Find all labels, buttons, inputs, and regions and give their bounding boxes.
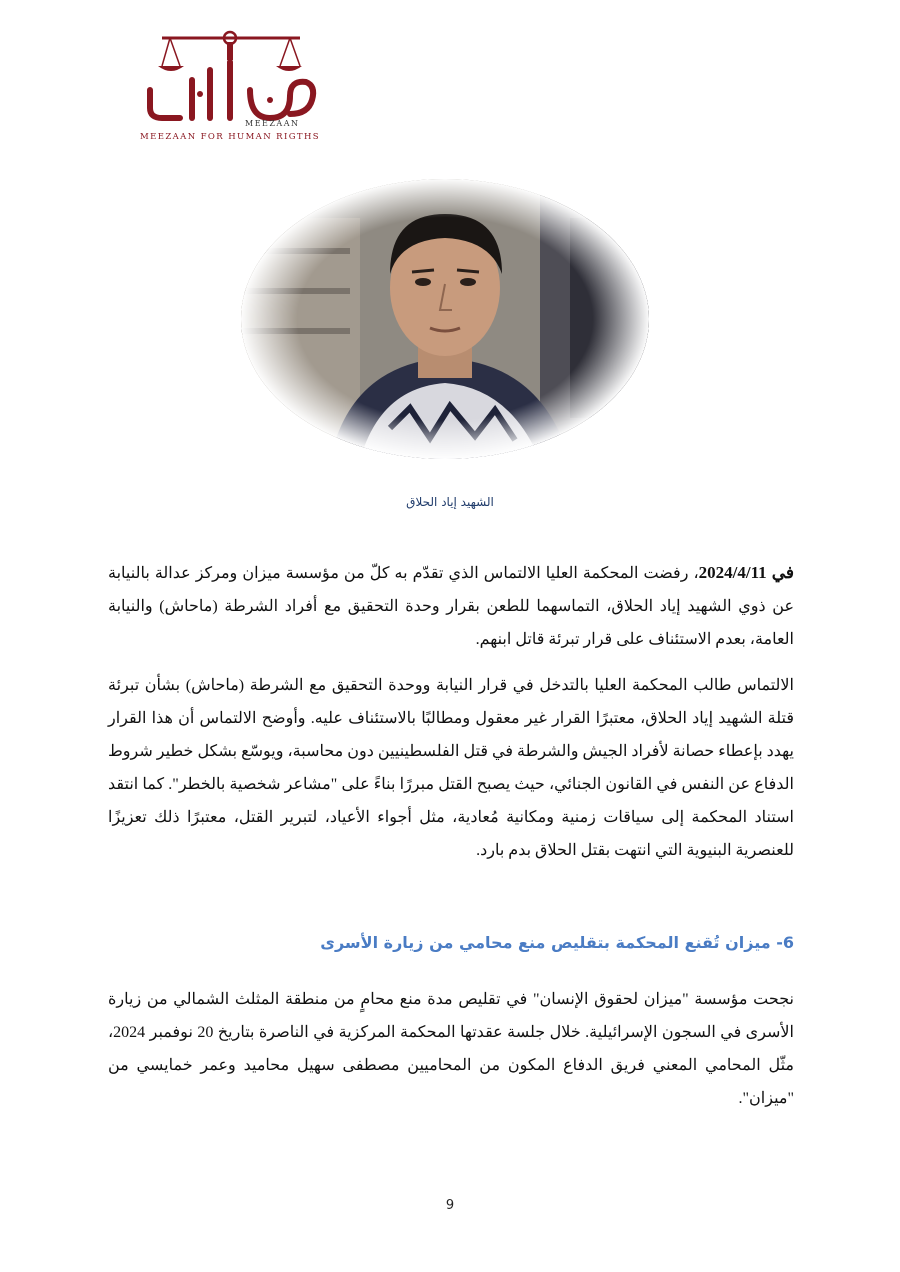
ruling-date: 2024/4/11	[698, 563, 767, 582]
logo-brand-text: MEEZAAN	[245, 119, 300, 128]
logo-subtitle: MEEZAAN FOR HUMAN RIGTHS	[140, 132, 321, 142]
page-number: 9	[445, 1198, 455, 1213]
paragraph-petition: الالتماس طالب المحكمة العليا بالتدخل في قرار النيابة ووحدة التحقيق مع الشرطة (ماحاش) بشأن تبرئة قتلة الشهيد إياد الحلاق، معتبرًا القرار غير معقول ومطالبًا بالاستئناف عليه. وأوضح الالتماس أن هذا القرار يهدد بإعطاء حصانة لأفراد الجيش والشرطة في قتل الفلسطينيين دون محاسبة، ويوسّع بشكل خطير شروط الدفاع عن النفس في القانون الجنائي، حيث يصبح القتل مبررًا بناءً على "مشاعر شخصية بالخطر". كما انتقد استناد المحكمة إلى سياقات زمنية ومكانية مُعادية، مثل أجواء الأعياد، لتبرير القتل، معتبرًا ذلك تعزيزًا للعنصرية البنيوية التي انتهت بقتل الحلاق بدم بارد.	[108, 677, 794, 859]
photo-caption: الشهيد إياد الحلاق	[406, 495, 494, 509]
meezaan-logo	[140, 30, 320, 148]
scales-of-justice-icon	[140, 30, 320, 130]
paragraph-lead-word: في	[771, 563, 795, 582]
paragraph-lawyer-visit: نجحت مؤسسة "ميزان لحقوق الإنسان" في تقليص مدة منع محامٍ من منطقة المثلث الشمالي من زيارة الأسرى في السجون الإسرائيلية. خلال جلسة عقدتها المحكمة المركزية في الناصرة بتاريخ 20 نوفمبر 2024، مثّل المحامي المعني فريق الدفاع المكون من المحاميين مصطفى سهيل محاميد وعمر خمايسي من "ميزان".	[108, 991, 795, 1107]
section-number: 6	[782, 933, 794, 952]
portrait-photo-icon	[240, 178, 650, 460]
paragraph-body: ، رفضت المحكمة العليا الالتماس الذي تقدّم به كلّ من مؤسسة ميزان ومركز عدالة بالنيابة عن ذوي الشهيد إياد الحلاق، التماسهما للطعن بقرار وحدة التحقيق مع أفراد الشرطة (ماحاش) والنيابة العامة، بعدم الاستئناف على قرار تبرئة قاتل ابنهم.	[108, 565, 794, 648]
section-heading	[194, 933, 794, 952]
paragraph-court-ruling	[108, 556, 794, 656]
section-title-text: - ميزان تُقنع المحكمة بتقليص منع محامي من زيارة الأسرى	[320, 933, 783, 952]
portrait-photo	[240, 178, 650, 460]
